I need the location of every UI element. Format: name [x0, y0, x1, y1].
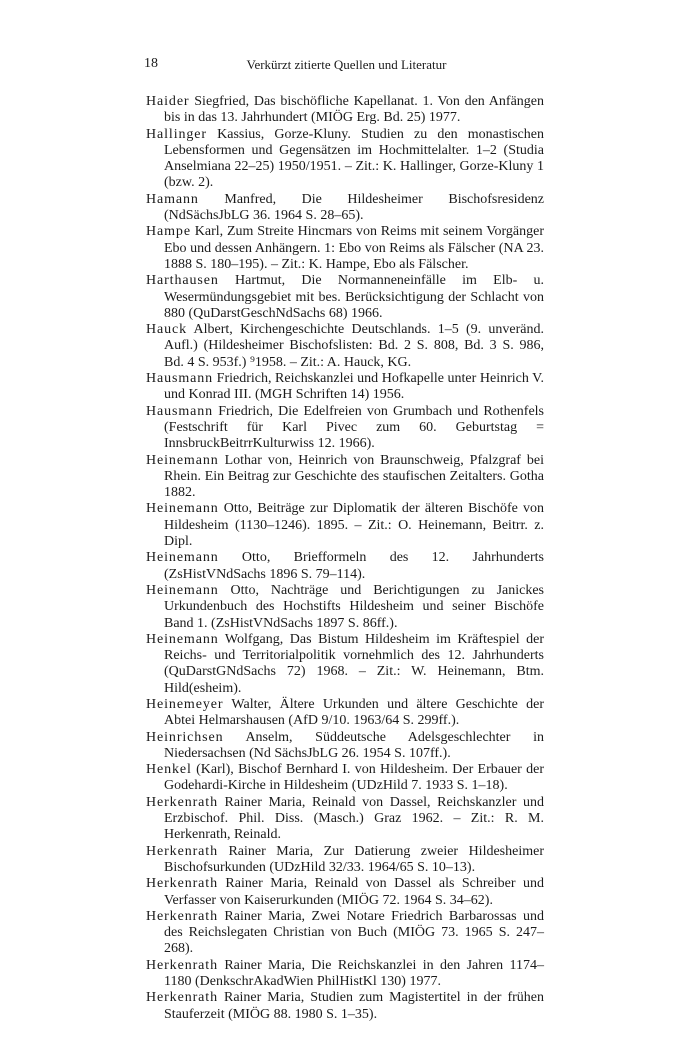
entry-text: Anselm, Süddeutsche Adelsgeschlechter in Niedersachsen (Nd SächsJbLG 26. 1954 S. 107ff.). [164, 729, 544, 761]
entry-author: Heinrichsen [146, 729, 224, 745]
bibliography-entry [146, 273, 544, 322]
bibliography-entry [146, 844, 544, 877]
entry-text: Siegfried, Das bischöfliche Kapellanat. 1. Von den Anfängen bis in das 13. Jahrhundert (MIÖG Erg. Bd. 25) 1977. [164, 94, 544, 126]
entry-author: Hampe [146, 224, 191, 240]
bibliography-entry [146, 762, 544, 795]
entry-author: Heinemann [146, 501, 219, 517]
entry-text: Rainer Maria, Studien zum Magistertitel in der frühen Stauferzeit (MIÖG 88. 1980 S. 1–35). [164, 990, 544, 1022]
page-number: 18 [144, 56, 158, 71]
entry-text: Albert, Kirchengeschichte Deutschlands. 1–5 (9. unveränd. Aufl.) (Hildesheimer Bischofslisten: Bd. 2 S. 808, Bd. 3 S. 986, Bd. 4 S. 953f.) ⁹1958. – Zit.: A. Hauck, KG. [164, 322, 544, 370]
bibliography-entry [146, 404, 544, 453]
entry-author: Heinemann [146, 631, 219, 647]
entry-author: Herkenrath [146, 794, 218, 810]
page-header [144, 56, 549, 76]
bibliography-entry [146, 322, 544, 371]
entry-author: Heinemann [146, 550, 219, 566]
entry-author: Herkenrath [146, 876, 218, 892]
entry-text: Rainer Maria, Zur Datierung zweier Hildesheimer Bischofsurkunden (UDzHild 32/33. 1964/65 S. 10–13). [164, 843, 544, 875]
entry-text: Rainer Maria, Zwei Notare Friedrich Barbarossas und des Reichslegaten Christian von Buch (MIÖG 73. 1965 S. 247–268). [164, 908, 544, 957]
entry-author: Heinemann [146, 452, 219, 468]
bibliography-entry [146, 583, 544, 632]
entry-author: Hauck [146, 322, 188, 338]
bibliography-entry [146, 453, 544, 502]
entry-text: Kassius, Gorze-Kluny. Studien zu den monastischen Lebensformen und Gegensätzen im Hochmittelalter. 1–2 (Studia Anselmiana 22–25) 1950/1951. – Zit.: K. Hallinger, Gorze-Kluny 1 (bzw. 2). [164, 126, 544, 191]
entry-text: Friedrich, Reichskanzlei und Hofkapelle unter Heinrich V. und Konrad III. (MGH Schriften 14) 1956. [164, 371, 544, 403]
bibliography-entry [146, 127, 544, 192]
entry-author: Henkel [146, 762, 192, 778]
entry-author: Hallinger [146, 126, 207, 142]
entry-text: Karl, Zum Streite Hincmars von Reims mit seinem Vorgänger Ebo und dessen Anhängern. 1: Ebo von Reims als Fälscher (NA 23. 1888 S. 180–195). – Zit.: K. Hampe, Ebo als Fälscher. [164, 224, 544, 272]
entry-text: Rainer Maria, Die Reichskanzlei in den Jahren 1174–1180 (DenkschrAkadWien PhilHistKl 130) 1977. [164, 957, 544, 990]
bibliography-list [146, 94, 544, 1023]
bibliography-entry [146, 876, 544, 909]
entry-text: Walter, Ältere Urkunden und ältere Geschichte der Abtei Helmarshausen (AfD 9/10. 1963/64 S. 299ff.). [164, 696, 544, 729]
entry-text: Wolfgang, Das Bistum Hildesheim im Kräftespiel der Reichs- und Territorialpolitik vornehmlich des 12. Jahrhunderts (QuDarstGNdSachs 72) 1968. – Zit.: W. Heinemann, Btm. Hild(esheim). [164, 631, 544, 696]
entry-text: Lothar von, Heinrich von Braunschweig, Pfalzgraf bei Rhein. Ein Beitrag zur Geschichte des staufischen Zeitalters. Gotha 1882. [164, 452, 544, 501]
entry-text: (Karl), Bischof Bernhard I. von Hildesheim. Der Erbauer der Godehardi-Kirche in Hildesheim (UDzHild 7. 1933 S. 1–18). [164, 762, 544, 794]
bibliography-entry [146, 550, 544, 583]
bibliography-entry [146, 909, 544, 958]
bibliography-entry [146, 958, 544, 991]
entry-author: Hamann [146, 191, 199, 207]
bibliography-entry [146, 371, 544, 404]
bibliography-entry [146, 501, 544, 550]
bibliography-entry [146, 990, 544, 1023]
entry-text: Otto, Briefformeln des 12. Jahrhunderts (ZsHistVNdSachs 1896 S. 79–114). [164, 550, 544, 582]
entry-text: Friedrich, Die Edelfreien von Grumbach und Rothenfels (Festschrift für Karl Pivec zum 60. Geburtstag = InnsbruckBeitrrKulturwiss 12. 1966). [164, 403, 544, 452]
bibliography-entry [146, 730, 544, 763]
entry-author: Herkenrath [146, 908, 218, 924]
bibliography-entry [146, 632, 544, 697]
bibliography-entry [146, 697, 544, 730]
entry-text: Rainer Maria, Reinald von Dassel als Schreiber und Verfasser von Kaiserurkunden (MIÖG 72. 1964 S. 34–62). [164, 876, 544, 908]
entry-author: Harthausen [146, 273, 219, 289]
entry-author: Haider [146, 94, 190, 109]
bibliography-entry [146, 224, 544, 273]
entry-author: Herkenrath [146, 957, 218, 973]
entry-author: Heinemann [146, 582, 219, 598]
entry-author: Hausmann [146, 371, 214, 387]
entry-author: Herkenrath [146, 843, 218, 859]
entry-author: Heinemeyer [146, 696, 224, 712]
entry-author: Hausmann [146, 403, 214, 419]
entry-text: Otto, Beiträge zur Diplomatik der älteren Bischöfe von Hildesheim (1130–1246). 1895. – Zit.: O. Heinemann, Beitrr. z. Dipl. [164, 501, 544, 550]
entry-text: Rainer Maria, Reinald von Dassel, Reichskanzler und Erzbischof. Phil. Diss. (Masch.) Graz 1962. – Zit.: R. M. Herkenrath, Reinald. [164, 794, 544, 843]
bibliography-entry [146, 795, 544, 844]
entry-author: Herkenrath [146, 990, 218, 1006]
bibliography-entry [146, 94, 544, 127]
running-title: Verkürzt zitierte Quellen und Literatur [246, 57, 447, 72]
entry-text: Otto, Nachträge und Berichtigungen zu Janickes Urkundenbuch des Hochstifts Hildesheim und seiner Bischöfe Band 1. (ZsHistVNdSachs 1897 S. 86ff.). [164, 582, 544, 631]
entry-text: Hartmut, Die Normanneneinfälle im Elb- u. Wesermündungsgebiet mit bes. Berücksichtigung der Schlacht von 880 (QuDarstGeschNdSachs 68) 1966. [164, 273, 544, 321]
entry-text: Manfred, Die Hildesheimer Bischofsresidenz (NdSächsJbLG 36. 1964 S. 28–65). [164, 191, 544, 224]
bibliography-entry [146, 192, 544, 225]
